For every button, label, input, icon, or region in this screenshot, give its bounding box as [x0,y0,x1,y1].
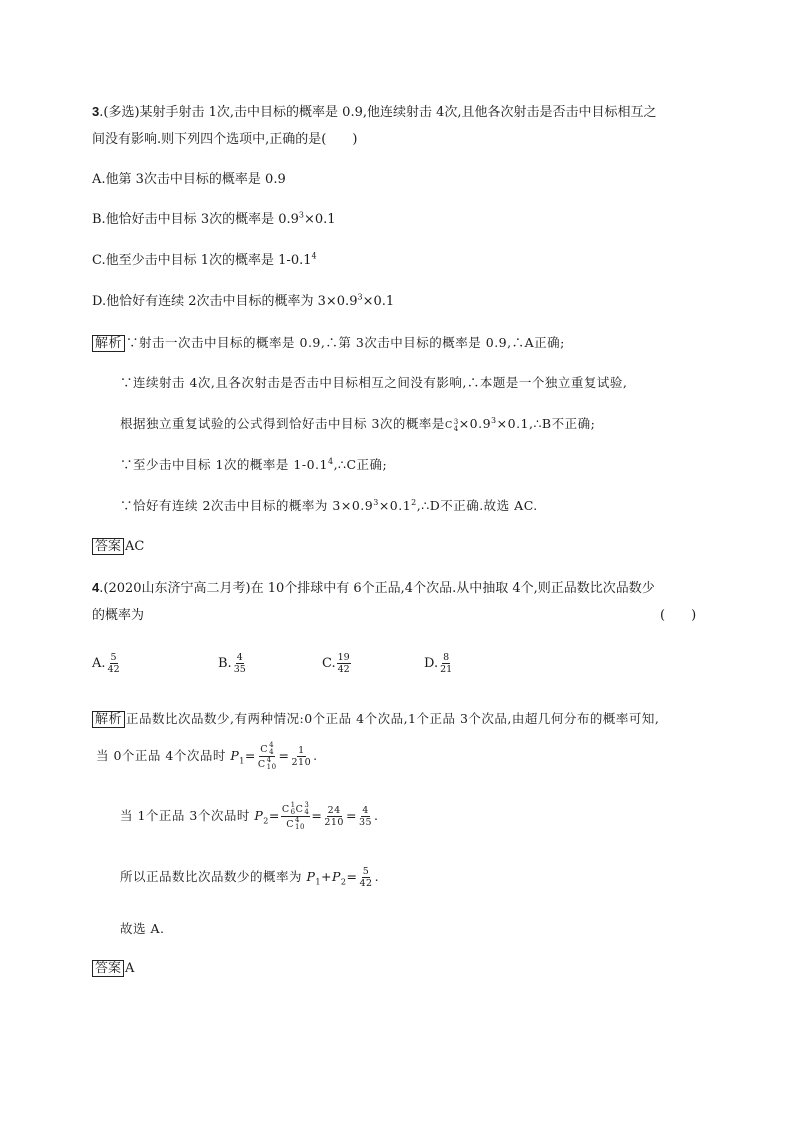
analysis-label: 解析 [92,711,125,728]
q3-analysis-line1: 解析 ∵射击一次击中目标的概率是 0.9,∴第 3次击中目标的概率是 0.9,∴A正确; [92,334,565,352]
q4-option-c: C. $\frac{19}{42}$ [322,652,350,675]
q4-analysis-line4: 所以正品数比次品数少的概率为 $P_1+P_2=$ $\frac{5}{42}$ . [120,866,380,889]
q4-answer: 答案 A [92,960,134,978]
q3-option-d: D.他恰好有连续 2次击中目标的概率为 $3\times 0.9^3\times 0.1$ [92,292,395,309]
q3-analysis-line4: ∵至少击中目标 1次的概率是 $1-0.1^4,\therefore C$正确; [120,456,388,472]
q4-analysis-line5: 故选 A. [120,921,165,936]
q4-analysis-line1: 解析 正品数比次品数少,有两种情况:0个正品 4个次品,1个正品 3个次品,由超几何分布的概率可知, [92,710,659,728]
q4-analysis-line2: 当 0个正品 4个次品时 $P_1=$ C 4 4 C 4 10 = $\frac{1}{210}$ . [96,741,318,771]
q3-answer: 答案 AC [92,538,144,556]
q4-stem-line2: 的概率为 [92,608,145,623]
analysis-label: 解析 [92,335,125,352]
q3-analysis-line2: ∵连续射击 4次,且各次射击是否击中目标相互之间没有影响,∴本题是一个独立重复试验, [120,375,628,390]
q3-analysis-line3: 根据独立重复试验的公式得到恰好击中目标 3次的概率是 C 3 4 $\times 0.9^3\times 0.1,\therefore B$不正确; [120,415,596,433]
q4-number: 4 [92,580,100,595]
q3-option-a: A.他第 3次击中目标的概率是 0.9 [92,172,286,187]
q3-stem-line1: 3.(多选)某射手射击 1次,击中目标的概率是 0.9,他连续射击 4次,且他各次射击是否击中目标相互之 [92,104,657,120]
q3-number: 3 [92,104,100,119]
q4-option-b: B. $\frac{4}{35}$ [218,652,246,675]
q3-option-c: C.他至少击中目标 1次的概率是 $1-0.1^4$ [92,251,317,268]
answer-label: 答案 [92,538,124,555]
q3-analysis-line5: ∵恰好有连续 2次击中目标的概率为 $3\times 0.9^3\times 0.1^2,\therefore D$不正确.故选 AC. [120,497,538,513]
q4-option-a: A. $\frac{5}{42}$ [92,652,120,675]
q4-analysis-line3: 当 1个正品 3个次品时 $P_2=$ C 1 6 C 3 4 C 4 10 = $\frac{24}{210}$ = $\frac{4}{35}$ . [120,801,379,831]
q4-answer-paren: ( ) [660,608,697,623]
q3-option-b: B.他恰好击中目标 3次的概率是 $0.9^3\times 0.1$ [92,210,336,227]
q3-stem-line2: 间没有影响.则下列四个选项中,正确的是( ) [92,132,358,147]
answer-label: 答案 [92,960,124,977]
q4-option-d: D. $\frac{8}{21}$ [424,652,453,675]
q4-stem-line1: 4.(2020山东济宁高二月考)在 10个排球中有 6个正品,4个次品.从中抽取 4个,则正品数比次品数少 [92,580,655,596]
